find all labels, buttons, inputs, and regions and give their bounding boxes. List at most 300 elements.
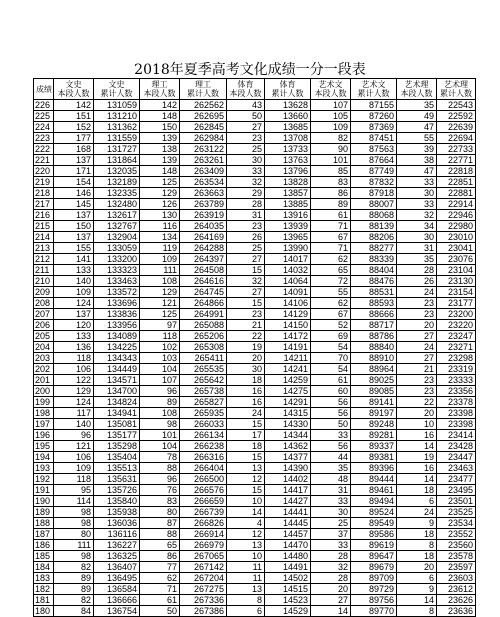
score-cell: 199 <box>34 397 54 408</box>
table-row <box>34 452 476 463</box>
table-row <box>34 496 476 507</box>
count-cell: 264616 <box>180 276 227 287</box>
count-cell: 25 <box>227 144 265 155</box>
count-cell: 125 <box>140 177 180 188</box>
score-cell: 200 <box>34 386 54 397</box>
count-cell: 266500 <box>180 474 227 485</box>
count-cell: 14150 <box>265 320 311 331</box>
column-header-line2: 成绩 <box>36 84 52 94</box>
count-cell: 89524 <box>351 507 397 518</box>
count-cell: 22694 <box>437 133 476 144</box>
count-cell: 265642 <box>180 375 227 386</box>
column-header <box>227 79 265 100</box>
score-cell: 216 <box>34 210 54 221</box>
count-cell: 38 <box>397 155 437 166</box>
count-cell: 23 <box>227 221 265 232</box>
count-cell: 89679 <box>351 562 397 573</box>
count-cell: 67 <box>311 309 351 320</box>
score-cell: 207 <box>34 309 54 320</box>
table-row <box>34 166 476 177</box>
table-row <box>34 441 476 452</box>
column-header <box>397 79 437 100</box>
count-cell: 23333 <box>437 375 476 386</box>
count-cell: 56 <box>311 408 351 419</box>
count-cell: 134343 <box>94 353 140 364</box>
count-cell: 146 <box>54 188 94 199</box>
count-cell: 33 <box>311 540 351 551</box>
count-cell: 14 <box>397 441 437 452</box>
score-cell: 186 <box>34 540 54 551</box>
score-cell: 211 <box>34 265 54 276</box>
score-cell: 202 <box>34 364 54 375</box>
count-cell: 267336 <box>180 595 227 606</box>
count-cell: 23428 <box>437 441 476 452</box>
count-cell: 133463 <box>94 276 140 287</box>
count-cell: 47 <box>397 166 437 177</box>
table-row <box>34 265 476 276</box>
count-cell: 106 <box>54 452 94 463</box>
count-cell: 9 <box>397 584 437 595</box>
count-cell: 88 <box>140 463 180 474</box>
table-row <box>34 606 476 617</box>
count-cell: 14529 <box>265 606 311 617</box>
count-cell: 88139 <box>351 221 397 232</box>
column-header-line2: 本段人数 <box>400 89 433 98</box>
count-cell: 26 <box>397 276 437 287</box>
count-cell: 14032 <box>265 265 311 276</box>
count-cell: 20 <box>227 353 265 364</box>
column-header-line2: 累计人数 <box>100 89 133 98</box>
count-cell: 47 <box>397 122 437 133</box>
count-cell: 131362 <box>94 122 140 133</box>
count-cell: 109 <box>54 463 94 474</box>
count-cell: 134089 <box>94 331 140 342</box>
column-header-line1: 艺术文 <box>318 80 343 89</box>
count-cell: 89197 <box>351 408 397 419</box>
count-cell: 44 <box>311 452 351 463</box>
score-cell: 220 <box>34 166 54 177</box>
count-cell: 262984 <box>180 133 227 144</box>
table-row <box>34 562 476 573</box>
count-cell: 26 <box>227 232 265 243</box>
count-cell: 82 <box>54 595 94 606</box>
count-cell: 89025 <box>351 375 397 386</box>
score-cell: 223 <box>34 133 54 144</box>
count-cell: 133059 <box>94 243 140 254</box>
count-cell: 98 <box>54 551 94 562</box>
count-cell: 23319 <box>437 364 476 375</box>
count-cell: 23130 <box>437 276 476 287</box>
table-row <box>34 100 476 111</box>
count-cell: 27 <box>397 331 437 342</box>
count-cell: 14330 <box>265 419 311 430</box>
score-cell: 212 <box>34 254 54 265</box>
count-cell: 109 <box>54 287 94 298</box>
count-cell: 136754 <box>94 606 140 617</box>
count-cell: 141 <box>54 254 94 265</box>
count-cell: 32 <box>227 276 265 287</box>
table-row <box>34 133 476 144</box>
count-cell: 23378 <box>437 397 476 408</box>
count-cell: 101 <box>140 430 180 441</box>
count-cell: 23154 <box>437 287 476 298</box>
count-cell: 13763 <box>265 155 311 166</box>
table-row <box>34 243 476 254</box>
count-cell: 131559 <box>94 133 140 144</box>
count-cell: 22771 <box>437 155 476 166</box>
score-cell: 214 <box>34 232 54 243</box>
count-cell: 89770 <box>351 606 397 617</box>
count-cell: 87832 <box>351 177 397 188</box>
count-cell: 87749 <box>351 166 397 177</box>
count-cell: 16 <box>227 397 265 408</box>
count-cell: 137 <box>54 232 94 243</box>
count-cell: 14 <box>311 606 351 617</box>
count-cell: 14441 <box>265 507 311 518</box>
count-cell: 4 <box>227 518 265 529</box>
count-cell: 102 <box>140 342 180 353</box>
count-cell: 135726 <box>94 485 140 496</box>
count-cell: 24 <box>397 507 437 518</box>
count-cell: 14 <box>227 507 265 518</box>
count-cell: 76 <box>140 485 180 496</box>
count-cell: 16 <box>397 430 437 441</box>
count-cell: 14017 <box>265 254 311 265</box>
count-cell: 89586 <box>351 529 397 540</box>
table-row <box>34 474 476 485</box>
column-header-line2: 本段人数 <box>314 89 347 98</box>
column-header-line2: 本段人数 <box>229 89 262 98</box>
score-cell: 221 <box>34 155 54 166</box>
count-cell: 8 <box>227 595 265 606</box>
count-cell: 89444 <box>351 474 397 485</box>
table-row <box>34 408 476 419</box>
count-cell: 13885 <box>265 199 311 210</box>
count-cell: 14362 <box>265 441 311 452</box>
table-row <box>34 386 476 397</box>
table-row <box>34 276 476 287</box>
column-header-line2: 本段人数 <box>57 89 90 98</box>
count-cell: 151 <box>54 111 94 122</box>
count-cell: 14445 <box>265 518 311 529</box>
count-cell: 130 <box>140 210 180 221</box>
count-cell: 31 <box>397 243 437 254</box>
count-cell: 89 <box>311 199 351 210</box>
count-cell: 13733 <box>265 144 311 155</box>
count-cell: 135177 <box>94 430 140 441</box>
count-cell: 22639 <box>437 122 476 133</box>
count-cell: 98 <box>54 518 94 529</box>
count-cell: 6 <box>227 606 265 617</box>
count-cell: 23414 <box>437 430 476 441</box>
count-cell: 124 <box>54 397 94 408</box>
count-cell: 78 <box>140 452 180 463</box>
count-cell: 21 <box>397 364 437 375</box>
count-cell: 140 <box>54 419 94 430</box>
score-cell: 188 <box>34 518 54 529</box>
count-cell: 23271 <box>437 342 476 353</box>
column-header-line1: 文史 <box>108 80 125 89</box>
count-cell: 136666 <box>94 595 140 606</box>
count-cell: 24 <box>397 342 437 353</box>
score-cell: 215 <box>34 221 54 232</box>
count-cell: 89729 <box>351 584 397 595</box>
count-cell: 30 <box>397 232 437 243</box>
count-cell: 125 <box>140 309 180 320</box>
count-cell: 106 <box>54 364 94 375</box>
count-cell: 89 <box>140 397 180 408</box>
count-cell: 89549 <box>351 518 397 529</box>
count-cell: 154 <box>54 177 94 188</box>
count-cell: 35 <box>397 100 437 111</box>
count-cell: 82 <box>54 562 94 573</box>
count-cell: 31 <box>311 485 351 496</box>
count-cell: 96 <box>140 474 180 485</box>
count-cell: 28 <box>311 551 351 562</box>
count-cell: 13 <box>227 540 265 551</box>
count-cell: 139 <box>140 155 180 166</box>
count-cell: 18 <box>397 529 437 540</box>
count-cell: 18 <box>227 441 265 452</box>
count-cell: 10 <box>397 419 437 430</box>
score-cell: 183 <box>34 573 54 584</box>
count-cell: 49 <box>397 111 437 122</box>
count-cell: 177 <box>54 133 94 144</box>
count-cell: 22543 <box>437 100 476 111</box>
count-cell: 133572 <box>94 287 140 298</box>
column-header-line1: 艺术理 <box>404 80 429 89</box>
count-cell: 135840 <box>94 496 140 507</box>
table-row <box>34 287 476 298</box>
count-cell: 65 <box>311 265 351 276</box>
count-cell: 18 <box>397 485 437 496</box>
column-header-line1: 文史 <box>65 80 82 89</box>
count-cell: 88717 <box>351 320 397 331</box>
count-cell: 83 <box>140 496 180 507</box>
score-cell: 191 <box>34 485 54 496</box>
count-cell: 6 <box>397 573 437 584</box>
score-cell: 201 <box>34 375 54 386</box>
count-cell: 14480 <box>265 551 311 562</box>
count-cell: 267386 <box>180 606 227 617</box>
count-cell: 80 <box>140 507 180 518</box>
count-cell: 95 <box>54 485 94 496</box>
count-cell: 108 <box>140 276 180 287</box>
count-cell: 262845 <box>180 122 227 133</box>
count-cell: 89396 <box>351 463 397 474</box>
count-cell: 87563 <box>351 144 397 155</box>
count-cell: 23578 <box>437 551 476 562</box>
score-cell: 196 <box>34 430 54 441</box>
count-cell: 137 <box>54 210 94 221</box>
count-cell: 142 <box>54 100 94 111</box>
count-cell: 71 <box>311 221 351 232</box>
count-cell: 117 <box>54 408 94 419</box>
count-cell: 54 <box>311 342 351 353</box>
count-cell: 23597 <box>437 562 476 573</box>
count-cell: 132035 <box>94 166 140 177</box>
count-cell: 265308 <box>180 342 227 353</box>
count-cell: 54 <box>311 364 351 375</box>
count-cell: 33 <box>311 430 351 441</box>
table-row <box>34 584 476 595</box>
count-cell: 88666 <box>351 309 397 320</box>
count-cell: 32 <box>397 210 437 221</box>
count-cell: 89709 <box>351 573 397 584</box>
count-cell: 14129 <box>265 309 311 320</box>
score-cell: 206 <box>34 320 54 331</box>
count-cell: 23177 <box>437 298 476 309</box>
score-cell: 193 <box>34 463 54 474</box>
table-row <box>34 573 476 584</box>
table-row <box>34 298 476 309</box>
score-cell: 225 <box>34 111 54 122</box>
count-cell: 9 <box>397 518 437 529</box>
count-cell: 13965 <box>265 232 311 243</box>
column-header-line1: 理工 <box>195 80 211 89</box>
count-cell: 61 <box>140 595 180 606</box>
count-cell: 87155 <box>351 100 397 111</box>
score-cell: 198 <box>34 408 54 419</box>
count-cell: 85 <box>311 166 351 177</box>
count-cell: 80 <box>54 529 94 540</box>
count-cell: 129 <box>140 188 180 199</box>
count-cell: 20 <box>397 320 437 331</box>
count-cell: 14191 <box>265 342 311 353</box>
count-cell: 24 <box>227 408 265 419</box>
count-cell: 22914 <box>437 199 476 210</box>
count-cell: 88476 <box>351 276 397 287</box>
count-cell: 28 <box>311 573 351 584</box>
count-cell: 84 <box>54 606 94 617</box>
count-cell: 98 <box>54 507 94 518</box>
count-cell: 89619 <box>351 540 397 551</box>
table-row <box>34 122 476 133</box>
count-cell: 23501 <box>437 496 476 507</box>
count-cell: 134449 <box>94 364 140 375</box>
count-cell: 265535 <box>180 364 227 375</box>
count-cell: 23463 <box>437 463 476 474</box>
count-cell: 14315 <box>265 408 311 419</box>
count-cell: 14502 <box>265 573 311 584</box>
count-cell: 39 <box>397 144 437 155</box>
count-cell: 263789 <box>180 199 227 210</box>
table-row <box>34 540 476 551</box>
table-row <box>34 364 476 375</box>
column-header <box>54 79 94 100</box>
count-cell: 14427 <box>265 496 311 507</box>
count-cell: 265411 <box>180 353 227 364</box>
count-cell: 8 <box>397 606 437 617</box>
count-cell: 267142 <box>180 562 227 573</box>
table-row <box>34 155 476 166</box>
count-cell: 14402 <box>265 474 311 485</box>
count-cell: 134 <box>140 232 180 243</box>
count-cell: 13628 <box>265 100 311 111</box>
count-cell: 266739 <box>180 507 227 518</box>
count-cell: 89756 <box>351 595 397 606</box>
count-cell: 24 <box>397 287 437 298</box>
count-cell: 134824 <box>94 397 140 408</box>
table-row <box>34 529 476 540</box>
count-cell: 263534 <box>180 177 227 188</box>
count-cell: 23 <box>397 375 437 386</box>
count-cell: 133200 <box>94 254 140 265</box>
score-cell: 218 <box>34 188 54 199</box>
count-cell: 89085 <box>351 386 397 397</box>
score-cell: 219 <box>34 177 54 188</box>
score-cell: 205 <box>34 331 54 342</box>
count-cell: 23398 <box>437 408 476 419</box>
score-cell: 195 <box>34 441 54 452</box>
count-cell: 266576 <box>180 485 227 496</box>
count-cell: 23 <box>397 298 437 309</box>
count-cell: 133956 <box>94 320 140 331</box>
count-cell: 88007 <box>351 199 397 210</box>
count-cell: 43 <box>227 100 265 111</box>
count-cell: 265738 <box>180 386 227 397</box>
count-cell: 88786 <box>351 331 397 342</box>
count-cell: 88404 <box>351 265 397 276</box>
table-row <box>34 144 476 155</box>
count-cell: 23220 <box>437 320 476 331</box>
column-header <box>351 79 397 100</box>
count-cell: 262695 <box>180 111 227 122</box>
count-cell: 27 <box>227 287 265 298</box>
count-cell: 83 <box>311 177 351 188</box>
count-cell: 133696 <box>94 298 140 309</box>
count-cell: 15 <box>227 265 265 276</box>
count-cell: 27 <box>397 353 437 364</box>
count-cell: 126 <box>140 199 180 210</box>
count-cell: 37 <box>311 529 351 540</box>
count-cell: 120 <box>54 320 94 331</box>
count-cell: 135631 <box>94 474 140 485</box>
count-cell: 21 <box>227 320 265 331</box>
count-cell: 263122 <box>180 144 227 155</box>
count-cell: 19 <box>397 452 437 463</box>
count-cell: 136 <box>54 342 94 353</box>
column-header <box>437 79 476 100</box>
count-cell: 14344 <box>265 430 311 441</box>
header-row <box>34 79 476 100</box>
count-cell: 136116 <box>94 529 140 540</box>
count-cell: 264508 <box>180 265 227 276</box>
count-cell: 34 <box>397 221 437 232</box>
score-cell: 203 <box>34 353 54 364</box>
count-cell: 88206 <box>351 232 397 243</box>
count-cell: 150 <box>140 122 180 133</box>
count-cell: 140 <box>54 276 94 287</box>
count-cell: 266659 <box>180 496 227 507</box>
count-cell: 22 <box>227 331 265 342</box>
count-cell: 23603 <box>437 573 476 584</box>
count-cell: 263919 <box>180 210 227 221</box>
table-row <box>34 507 476 518</box>
count-cell: 171 <box>54 166 94 177</box>
count-cell: 23010 <box>437 232 476 243</box>
count-cell: 62 <box>140 573 180 584</box>
count-cell: 108 <box>140 408 180 419</box>
count-cell: 56 <box>311 441 351 452</box>
count-cell: 8 <box>397 540 437 551</box>
count-cell: 48 <box>311 474 351 485</box>
count-cell: 118 <box>140 331 180 342</box>
count-cell: 13660 <box>265 111 311 122</box>
count-cell: 264397 <box>180 254 227 265</box>
count-cell: 118 <box>54 474 94 485</box>
count-cell: 62 <box>311 298 351 309</box>
